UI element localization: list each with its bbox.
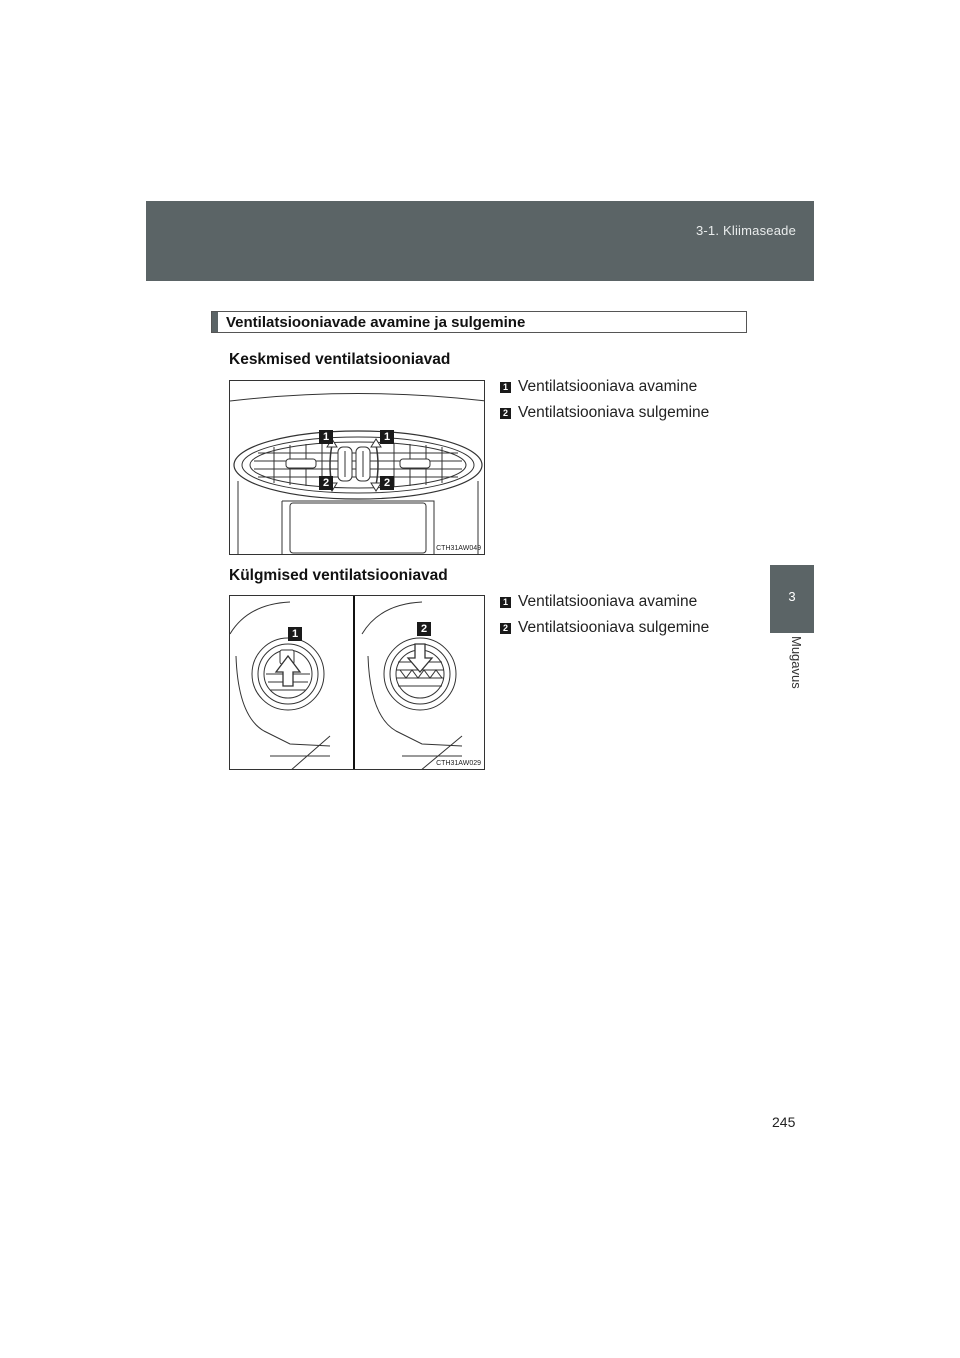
side-vent-drawing [230, 596, 485, 770]
legend-text: Ventilatsiooniava avamine [518, 378, 698, 395]
center-legend-item-2 [500, 404, 709, 422]
header-band [146, 201, 814, 281]
callout-1-open: 1 [288, 627, 302, 641]
figure-code: CTH31AW029 [436, 760, 481, 767]
legend-text: Ventilatsiooniava sulgemine [518, 619, 710, 636]
page-number: 245 [772, 1114, 796, 1130]
side-legend-item-2 [500, 619, 709, 637]
number-marker-2: 2 [500, 623, 511, 634]
section-title: Ventilatsiooniavade avamine ja sulgemine [226, 314, 526, 331]
side-vents-heading: Külgmised ventilatsiooniavad [229, 567, 448, 584]
callout-2-left: 2 [319, 476, 333, 490]
callout-1-right: 1 [380, 430, 394, 444]
number-marker-1: 1 [500, 597, 511, 608]
callout-2-close: 2 [417, 622, 431, 636]
side-vents-illustration [229, 595, 485, 770]
figure-code: CTH31AW049 [436, 545, 481, 552]
legend-text: Ventilatsiooniava avamine [518, 593, 698, 610]
center-vent-drawing [230, 381, 485, 555]
section-title-bar [211, 311, 747, 333]
chapter-number: 3 [788, 589, 796, 604]
center-legend-item-1 [500, 378, 697, 396]
chapter-tab [770, 565, 814, 633]
center-vents-illustration [229, 380, 485, 555]
number-marker-1: 1 [500, 382, 511, 393]
chapter-label: Mugavus [789, 636, 804, 689]
legend-text: Ventilatsiooniava sulgemine [518, 404, 710, 421]
side-legend-item-1 [500, 593, 697, 611]
center-vents-heading: Keskmised ventilatsiooniavad [229, 351, 451, 368]
callout-2-right: 2 [380, 476, 394, 490]
number-marker-2: 2 [500, 408, 511, 419]
chapter-section-label: 3-1. Kliimaseade [695, 223, 796, 238]
callout-1-left: 1 [319, 430, 333, 444]
